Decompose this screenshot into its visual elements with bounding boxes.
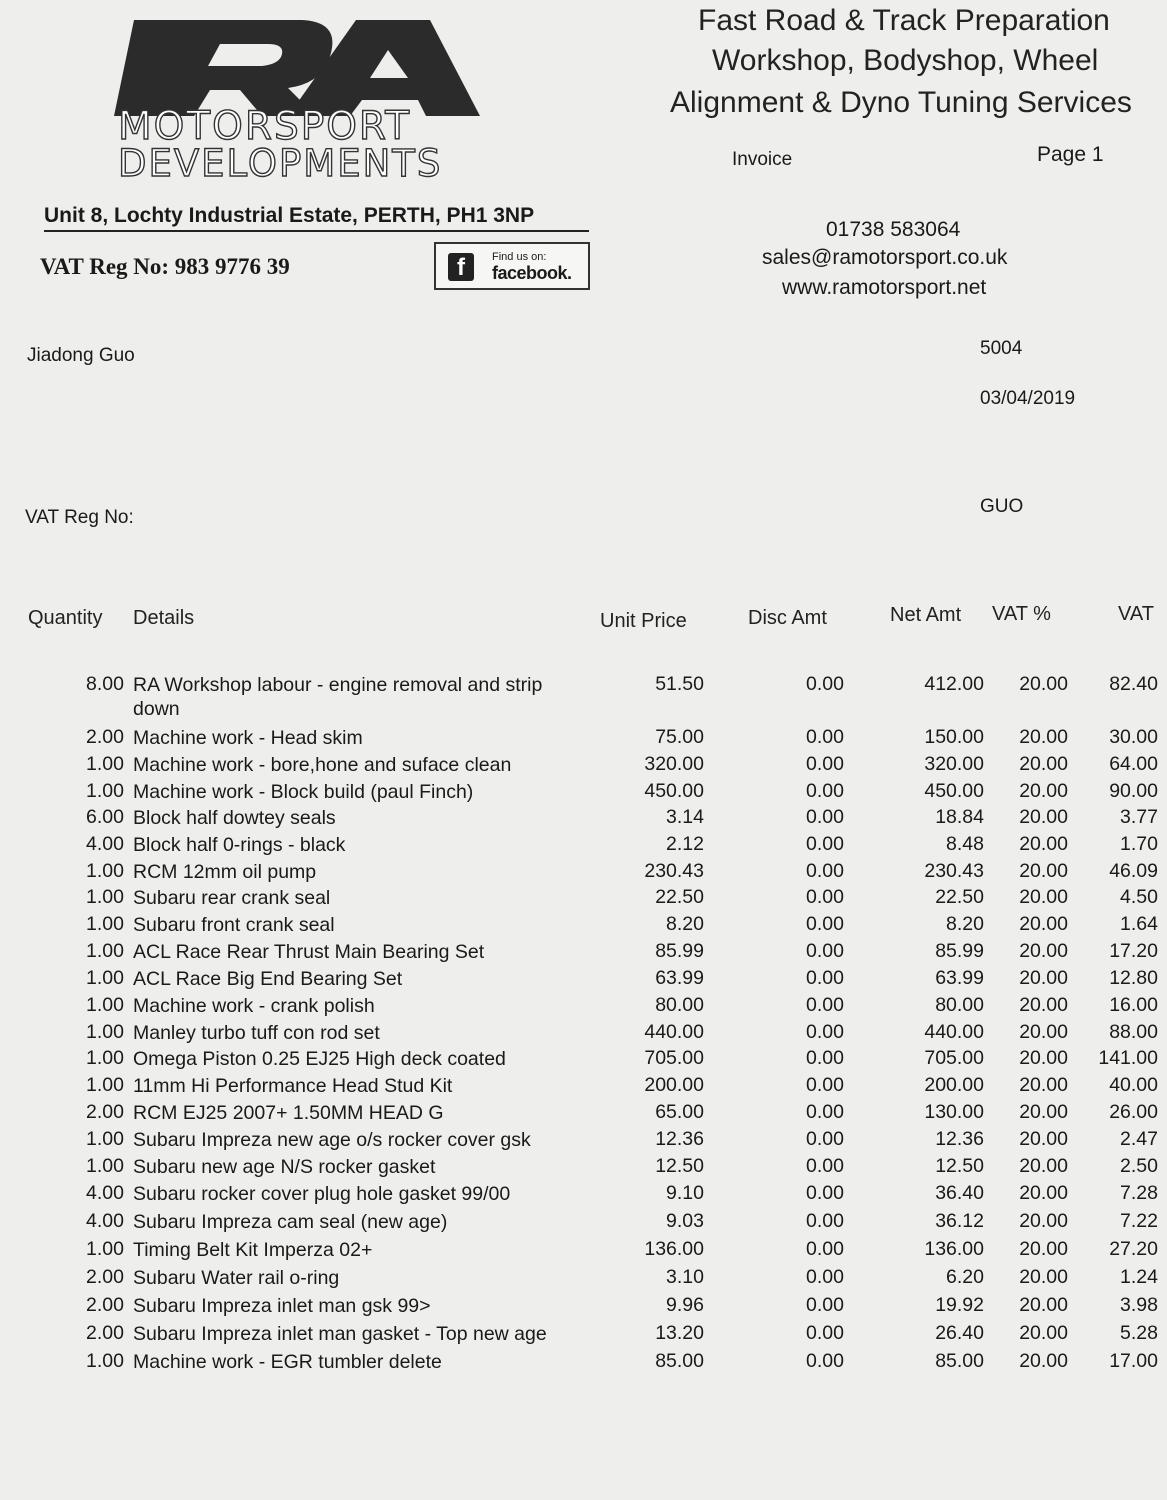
table-row xyxy=(0,1182,1167,1209)
cell-vat-amount: 17.00 xyxy=(1109,1350,1158,1372)
invoice-date: 03/04/2019 xyxy=(980,388,1076,409)
table-row xyxy=(0,860,1167,887)
cell-vat-amount: 3.77 xyxy=(1120,806,1158,828)
cell-net-amount: 63.99 xyxy=(935,967,984,989)
cell-discount: 0.00 xyxy=(806,1294,844,1316)
cell-quantity: 1.00 xyxy=(86,1128,124,1150)
logo-developments: DEVELOPMENTS xyxy=(118,142,443,185)
cell-vat-amount: 7.28 xyxy=(1120,1182,1158,1204)
cell-unit-price: 200.00 xyxy=(644,1074,704,1096)
table-row xyxy=(0,1074,1167,1101)
invoice-number: 5004 xyxy=(980,338,1023,359)
table-row xyxy=(0,806,1167,833)
cell-vat-amount: 7.22 xyxy=(1120,1210,1158,1232)
customer-vat-label: VAT Reg No: xyxy=(25,507,134,528)
cell-quantity: 2.00 xyxy=(86,1101,124,1123)
cell-quantity: 1.00 xyxy=(86,1238,124,1260)
cell-vat-amount: 27.20 xyxy=(1109,1238,1158,1260)
cell-discount: 0.00 xyxy=(806,967,844,989)
cell-net-amount: 12.36 xyxy=(935,1128,984,1150)
table-row xyxy=(0,1128,1167,1155)
cell-net-amount: 8.48 xyxy=(946,833,984,855)
cell-quantity: 1.00 xyxy=(86,1074,124,1096)
cell-net-amount: 412.00 xyxy=(924,673,984,695)
cell-net-amount: 150.00 xyxy=(924,726,984,748)
cell-net-amount: 450.00 xyxy=(924,780,984,802)
table-row xyxy=(0,1266,1167,1293)
page-number: Page 1 xyxy=(1037,143,1104,166)
cell-unit-price: 320.00 xyxy=(644,753,704,775)
cell-quantity: 1.00 xyxy=(86,940,124,962)
cell-net-amount: 12.50 xyxy=(935,1155,984,1177)
cell-vat-amount: 1.70 xyxy=(1120,833,1158,855)
cell-discount: 0.00 xyxy=(806,860,844,882)
cell-discount: 0.00 xyxy=(806,1074,844,1096)
table-row xyxy=(0,753,1167,780)
cell-vat-percent: 20.00 xyxy=(1019,1294,1068,1316)
header-disc-amt: Disc Amt xyxy=(748,607,827,629)
table-row xyxy=(0,1238,1167,1265)
cell-discount: 0.00 xyxy=(806,753,844,775)
header-net-amt: Net Amt xyxy=(890,604,962,626)
cell-net-amount: 705.00 xyxy=(924,1047,984,1069)
cell-net-amount: 8.20 xyxy=(946,913,984,935)
table-row xyxy=(0,967,1167,994)
cell-details: Machine work - crank polish xyxy=(133,995,375,1017)
cell-details: Omega Piston 0.25 EJ25 High deck coated xyxy=(133,1048,506,1070)
customer-name: Jiadong Guo xyxy=(27,345,135,366)
header-quantity: Quantity xyxy=(28,607,103,629)
cell-details: Subaru Impreza new age o/s rocker cover gsk xyxy=(133,1129,531,1151)
cell-vat-percent: 20.00 xyxy=(1019,673,1068,695)
cell-details: Subaru rear crank seal xyxy=(133,887,331,909)
company-vat-reg: VAT Reg No: 983 9776 39 xyxy=(40,254,290,279)
header-vat-pct: VAT % xyxy=(992,603,1051,625)
table-row xyxy=(0,833,1167,860)
cell-details: Subaru Water rail o-ring xyxy=(133,1267,340,1289)
cell-vat-percent: 20.00 xyxy=(1019,1350,1068,1372)
cell-vat-percent: 20.00 xyxy=(1019,1021,1068,1043)
cell-details: Block half dowtey seals xyxy=(133,807,336,829)
cell-vat-amount: 1.24 xyxy=(1120,1266,1158,1288)
table-row xyxy=(0,673,1167,720)
cell-details: Machine work - EGR tumbler delete xyxy=(133,1351,442,1373)
cell-discount: 0.00 xyxy=(806,1322,844,1344)
cell-vat-percent: 20.00 xyxy=(1019,940,1068,962)
table-row xyxy=(0,1294,1167,1321)
cell-vat-amount: 46.09 xyxy=(1109,860,1158,882)
facebook-icon: f xyxy=(448,253,474,281)
cell-vat-percent: 20.00 xyxy=(1019,753,1068,775)
cell-unit-price: 440.00 xyxy=(644,1021,704,1043)
cell-vat-percent: 20.00 xyxy=(1019,967,1068,989)
cell-details: RCM EJ25 2007+ 1.50MM HEAD G xyxy=(133,1102,444,1124)
cell-details: RA Workshop labour - engine removal and strip down xyxy=(133,674,543,720)
table-row xyxy=(0,913,1167,940)
cell-quantity: 1.00 xyxy=(86,1155,124,1177)
cell-net-amount: 18.84 xyxy=(935,806,984,828)
cell-quantity: 6.00 xyxy=(86,806,124,828)
header-vat: VAT xyxy=(1118,603,1154,625)
cell-quantity: 2.00 xyxy=(86,1266,124,1288)
cell-discount: 0.00 xyxy=(806,940,844,962)
cell-vat-percent: 20.00 xyxy=(1019,1210,1068,1232)
cell-details: 11mm Hi Performance Head Stud Kit xyxy=(133,1075,453,1097)
cell-discount: 0.00 xyxy=(806,1182,844,1204)
cell-details: Timing Belt Kit Imperza 02+ xyxy=(133,1239,373,1261)
cell-net-amount: 22.50 xyxy=(935,886,984,908)
cell-vat-percent: 20.00 xyxy=(1019,1155,1068,1177)
cell-net-amount: 80.00 xyxy=(935,994,984,1016)
cell-quantity: 1.00 xyxy=(86,913,124,935)
cell-vat-amount: 88.00 xyxy=(1109,1021,1158,1043)
company-website: www.ramotorsport.net xyxy=(782,276,987,299)
cell-unit-price: 22.50 xyxy=(655,886,704,908)
cell-net-amount: 36.40 xyxy=(935,1182,984,1204)
cell-net-amount: 440.00 xyxy=(924,1021,984,1043)
cell-vat-amount: 2.50 xyxy=(1120,1155,1158,1177)
cell-quantity: 1.00 xyxy=(86,1047,124,1069)
cell-vat-amount: 2.47 xyxy=(1120,1128,1158,1150)
cell-vat-percent: 20.00 xyxy=(1019,994,1068,1016)
cell-details: Manley turbo tuff con rod set xyxy=(133,1022,380,1044)
table-row xyxy=(0,1322,1167,1349)
cell-details: ACL Race Rear Thrust Main Bearing Set xyxy=(133,941,485,963)
cell-vat-amount: 17.20 xyxy=(1109,940,1158,962)
company-phone: 01738 583064 xyxy=(826,218,961,241)
cell-details: Machine work - Block build (paul Finch) xyxy=(133,781,474,803)
facebook-badge xyxy=(434,242,590,290)
cell-unit-price: 8.20 xyxy=(666,913,704,935)
cell-unit-price: 136.00 xyxy=(644,1238,704,1260)
cell-vat-amount: 26.00 xyxy=(1109,1101,1158,1123)
cell-discount: 0.00 xyxy=(806,1155,844,1177)
cell-net-amount: 26.40 xyxy=(935,1322,984,1344)
cell-details: Subaru Impreza inlet man gsk 99> xyxy=(133,1295,431,1317)
cell-discount: 0.00 xyxy=(806,1021,844,1043)
cell-discount: 0.00 xyxy=(806,1266,844,1288)
cell-details: Subaru front crank seal xyxy=(133,914,335,936)
service-line-1: Fast Road & Track Preparation xyxy=(698,4,1110,37)
ra-logo-mark xyxy=(112,16,482,118)
facebook-wordmark: facebook. xyxy=(492,263,572,283)
cell-unit-price: 2.12 xyxy=(666,833,704,855)
company-address: Unit 8, Lochty Industrial Estate, PERTH, PH1 3NP xyxy=(44,204,589,232)
cell-discount: 0.00 xyxy=(806,780,844,802)
cell-vat-percent: 20.00 xyxy=(1019,1266,1068,1288)
logo-motorsport: MOTORSPORT xyxy=(118,104,412,149)
table-row xyxy=(0,780,1167,807)
table-row xyxy=(0,886,1167,913)
cell-details: Subaru Impreza cam seal (new age) xyxy=(133,1211,448,1233)
cell-quantity: 4.00 xyxy=(86,1182,124,1204)
cell-unit-price: 9.10 xyxy=(666,1182,704,1204)
cell-discount: 0.00 xyxy=(806,1047,844,1069)
table-row xyxy=(0,1155,1167,1182)
cell-vat-percent: 20.00 xyxy=(1019,1238,1068,1260)
cell-quantity: 1.00 xyxy=(86,753,124,775)
cell-unit-price: 450.00 xyxy=(644,780,704,802)
cell-quantity: 8.00 xyxy=(86,673,124,695)
cell-quantity: 1.00 xyxy=(86,860,124,882)
cell-net-amount: 19.92 xyxy=(935,1294,984,1316)
cell-quantity: 1.00 xyxy=(86,967,124,989)
cell-details: Subaru new age N/S rocker gasket xyxy=(133,1156,436,1178)
cell-discount: 0.00 xyxy=(806,726,844,748)
cell-vat-percent: 20.00 xyxy=(1019,1182,1068,1204)
table-row xyxy=(0,940,1167,967)
facebook-small-text: Find us on: xyxy=(492,251,547,263)
cell-details: ACL Race Big End Bearing Set xyxy=(133,968,403,990)
cell-discount: 0.00 xyxy=(806,994,844,1016)
cell-quantity: 1.00 xyxy=(86,886,124,908)
table-row xyxy=(0,1047,1167,1074)
cell-vat-percent: 20.00 xyxy=(1019,1128,1068,1150)
cell-vat-amount: 16.00 xyxy=(1109,994,1158,1016)
cell-details: Subaru rocker cover plug hole gasket 99/00 xyxy=(133,1183,511,1205)
cell-quantity: 1.00 xyxy=(86,994,124,1016)
cell-unit-price: 9.03 xyxy=(666,1210,704,1232)
table-row xyxy=(0,1210,1167,1237)
header-unit-price: Unit Price xyxy=(600,610,687,632)
header-details: Details xyxy=(133,607,195,629)
table-row xyxy=(0,726,1167,753)
cell-vat-amount: 82.40 xyxy=(1109,673,1158,695)
cell-unit-price: 12.36 xyxy=(655,1128,704,1150)
table-row xyxy=(0,1021,1167,1048)
cell-discount: 0.00 xyxy=(806,673,844,695)
cell-vat-amount: 90.00 xyxy=(1109,780,1158,802)
cell-vat-amount: 64.00 xyxy=(1109,753,1158,775)
document-type: Invoice xyxy=(732,149,793,170)
cell-vat-percent: 20.00 xyxy=(1019,806,1068,828)
cell-quantity: 1.00 xyxy=(86,780,124,802)
cell-unit-price: 85.00 xyxy=(655,1350,704,1372)
cell-quantity: 1.00 xyxy=(86,1021,124,1043)
cell-vat-amount: 5.28 xyxy=(1120,1322,1158,1344)
cell-discount: 0.00 xyxy=(806,1350,844,1372)
cell-quantity: 2.00 xyxy=(86,1294,124,1316)
cell-unit-price: 13.20 xyxy=(655,1322,704,1344)
cell-vat-amount: 4.50 xyxy=(1120,886,1158,908)
cell-discount: 0.00 xyxy=(806,806,844,828)
cell-unit-price: 3.14 xyxy=(666,806,704,828)
cell-net-amount: 320.00 xyxy=(924,753,984,775)
cell-quantity: 4.00 xyxy=(86,1210,124,1232)
cell-vat-percent: 20.00 xyxy=(1019,1047,1068,1069)
cell-unit-price: 9.96 xyxy=(666,1294,704,1316)
company-email: sales@ramotorsport.co.uk xyxy=(762,246,1008,269)
cell-vat-percent: 20.00 xyxy=(1019,726,1068,748)
cell-vat-amount: 12.80 xyxy=(1109,967,1158,989)
cell-vat-percent: 20.00 xyxy=(1019,780,1068,802)
cell-net-amount: 200.00 xyxy=(924,1074,984,1096)
cell-net-amount: 230.43 xyxy=(924,860,984,882)
cell-net-amount: 6.20 xyxy=(946,1266,984,1288)
cell-quantity: 2.00 xyxy=(86,726,124,748)
cell-discount: 0.00 xyxy=(806,913,844,935)
cell-quantity: 2.00 xyxy=(86,1322,124,1344)
cell-unit-price: 3.10 xyxy=(666,1266,704,1288)
cell-vat-percent: 20.00 xyxy=(1019,886,1068,908)
cell-discount: 0.00 xyxy=(806,1210,844,1232)
cell-unit-price: 80.00 xyxy=(655,994,704,1016)
cell-discount: 0.00 xyxy=(806,833,844,855)
cell-unit-price: 85.99 xyxy=(655,940,704,962)
cell-quantity: 1.00 xyxy=(86,1350,124,1372)
cell-quantity: 4.00 xyxy=(86,833,124,855)
cell-details: RCM 12mm oil pump xyxy=(133,861,317,883)
cell-vat-amount: 141.00 xyxy=(1098,1047,1158,1069)
cell-net-amount: 85.99 xyxy=(935,940,984,962)
cell-discount: 0.00 xyxy=(806,1238,844,1260)
cell-vat-amount: 40.00 xyxy=(1109,1074,1158,1096)
cell-discount: 0.00 xyxy=(806,886,844,908)
cell-discount: 0.00 xyxy=(806,1101,844,1123)
cell-unit-price: 12.50 xyxy=(655,1155,704,1177)
cell-net-amount: 85.00 xyxy=(935,1350,984,1372)
cell-vat-percent: 20.00 xyxy=(1019,913,1068,935)
cell-unit-price: 65.00 xyxy=(655,1101,704,1123)
cell-discount: 0.00 xyxy=(806,1128,844,1150)
cell-vat-percent: 20.00 xyxy=(1019,1074,1068,1096)
cell-net-amount: 36.12 xyxy=(935,1210,984,1232)
cell-unit-price: 230.43 xyxy=(644,860,704,882)
service-line-2: Workshop, Bodyshop, Wheel xyxy=(712,44,1099,77)
cell-unit-price: 705.00 xyxy=(644,1047,704,1069)
cell-vat-amount: 30.00 xyxy=(1109,726,1158,748)
cell-details: Subaru Impreza inlet man gasket - Top new age xyxy=(133,1323,547,1345)
cell-net-amount: 130.00 xyxy=(924,1101,984,1123)
cell-details: Machine work - Head skim xyxy=(133,727,363,749)
service-line-3: Alignment & Dyno Tuning Services xyxy=(670,86,1132,119)
cell-vat-amount: 1.64 xyxy=(1120,913,1158,935)
cell-vat-percent: 20.00 xyxy=(1019,860,1068,882)
table-row xyxy=(0,994,1167,1021)
customer-reference: GUO xyxy=(980,496,1024,517)
cell-unit-price: 63.99 xyxy=(655,967,704,989)
cell-vat-percent: 20.00 xyxy=(1019,833,1068,855)
cell-vat-percent: 20.00 xyxy=(1019,1101,1068,1123)
cell-vat-amount: 3.98 xyxy=(1120,1294,1158,1316)
cell-details: Machine work - bore,hone and suface clean xyxy=(133,754,512,776)
cell-details: Block half 0-rings - black xyxy=(133,834,346,856)
cell-vat-percent: 20.00 xyxy=(1019,1322,1068,1344)
cell-net-amount: 136.00 xyxy=(924,1238,984,1260)
table-row xyxy=(0,1350,1167,1377)
cell-unit-price: 75.00 xyxy=(655,726,704,748)
cell-unit-price: 51.50 xyxy=(655,673,704,695)
table-row xyxy=(0,1101,1167,1128)
